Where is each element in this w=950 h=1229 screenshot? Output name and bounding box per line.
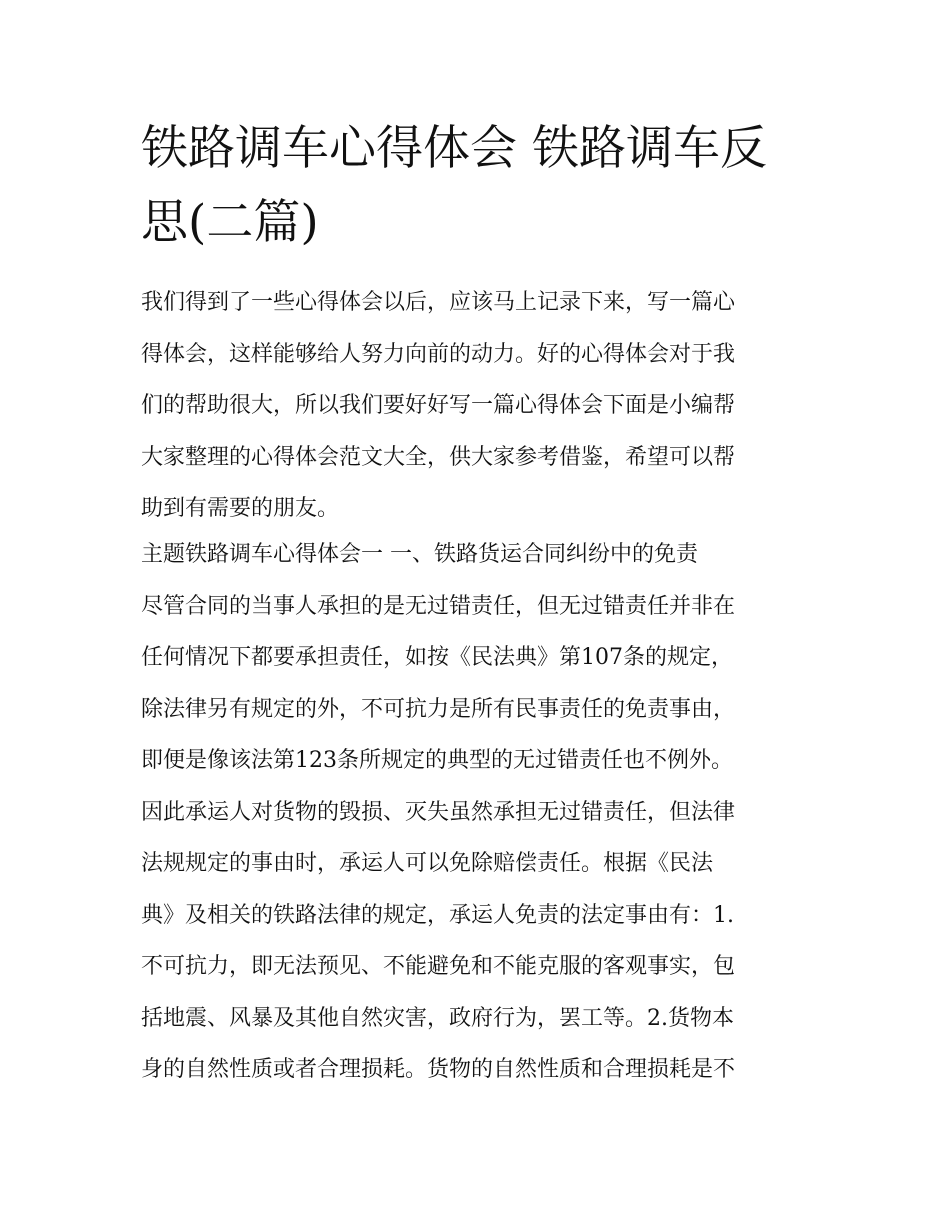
- text-line: 得体会，这样能够给人努力向前的动力。好的心得体会对于我: [141, 341, 736, 367]
- text-line: 法规规定的事由时，承运人可以免除赔偿责任。根据《民法: [141, 851, 714, 876]
- document-title: [141, 112, 821, 260]
- section-paragraph: [141, 529, 735, 1096]
- title-line: 思(二篇): [141, 195, 319, 250]
- text-line: 除法律另有规定的外，不可抗力是所有民事责任的免责事由，: [141, 696, 736, 722]
- text-line: 任何情况下都要承担责任，如按《民法典》第107条的规定，: [141, 645, 733, 670]
- text-line: 我们得到了一些心得体会以后，应该马上记录下来，写一篇心: [141, 290, 736, 315]
- text-line: 尽管合同的当事人承担的是无过错责任，但无过错责任并非在: [141, 593, 736, 619]
- text-line: 身的自然性质或者合理损耗。货物的自然性质和合理损耗是不: [141, 1057, 736, 1082]
- text-line: 们的帮助很大，所以我们要好好写一篇心得体会下面是小编帮: [141, 393, 736, 418]
- text-line: 因此承运人对货物的毁损、灭失虽然承担无过错责任，但法律: [141, 799, 736, 825]
- text-line: 助到有需要的朋友。: [141, 496, 340, 521]
- text-line: 主题铁路调车心得体会一 一、铁路货运合同纠纷中的免责: [141, 542, 698, 567]
- text-line: 即便是像该法第123条所规定的典型的无过错责任也不例外。: [141, 748, 733, 773]
- intro-paragraph: [141, 277, 735, 535]
- text-line: 大家整理的心得体会范文大全，供大家参考借鉴，希望可以帮: [141, 444, 736, 470]
- text-line: 典》及相关的铁路法律的规定，承运人免责的法定事由有：1.: [141, 902, 734, 928]
- title-line: 铁路调车心得体会 铁路调车反: [141, 121, 767, 176]
- text-line: 括地震、风暴及其他自然灾害，政府行为，罢工等。2.货物本: [141, 1005, 734, 1031]
- text-line: 不可抗力，即无法预见、不能避免和不能克服的客观事实，包: [141, 954, 736, 979]
